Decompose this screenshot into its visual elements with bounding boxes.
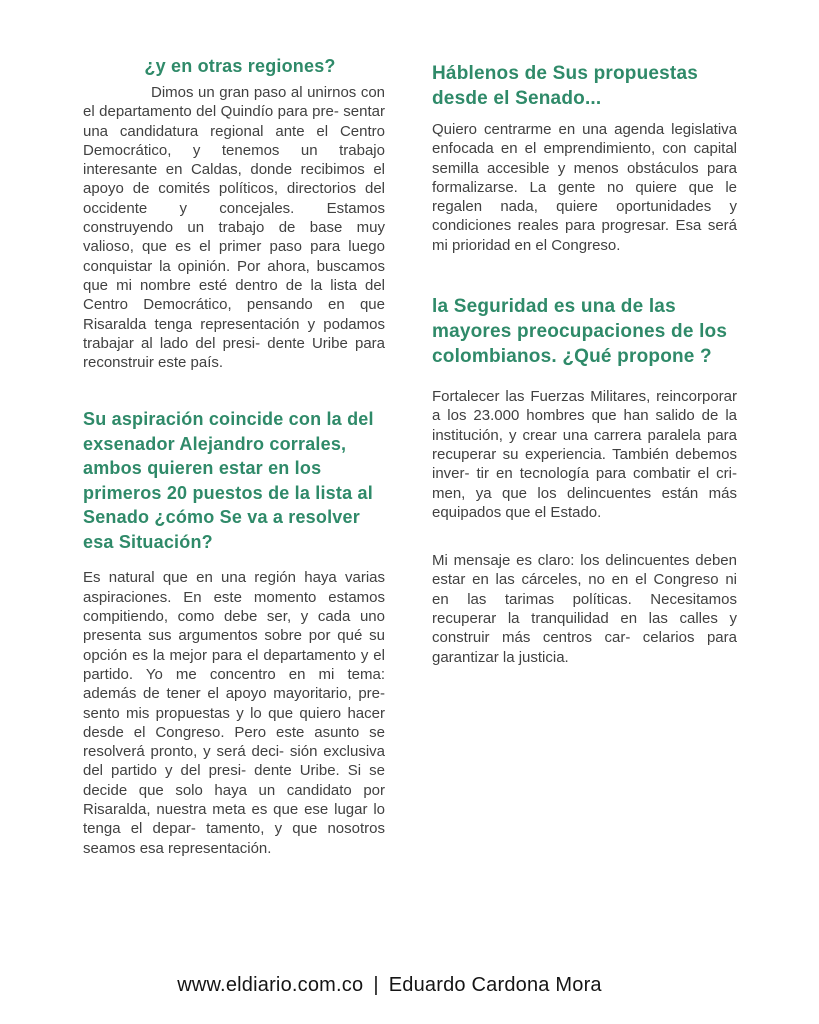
- question-heading-seguridad: la Seguridad es una de las mayores preocupaciones de los colombianos. ¿Qué propone ?: [432, 296, 728, 368]
- footer-site-url: www.eldiario.com.co: [177, 974, 364, 996]
- answer-seguridad-paragraph-1: Fortalecer las Fuerzas Militares, reincorporar a los 23.000 hombres que han salido de la institución, y crear una carrera paralela para recuperar su experiencia. También debemos inver- tir en tecnología para combatir el cri- men, ya que los delincuentes están más equipados que el Estado.: [432, 388, 737, 521]
- left-column: [83, 55, 385, 858]
- article-columns: [83, 55, 737, 858]
- question-heading-aspiracion: Su aspiración coincide con la del exsenador Alejandro corrales, ambos quieren estar en los primeros 20 puestos de la lista al Senado ¿cómo Se va a resolver esa Situación?: [83, 409, 374, 552]
- page-footer: [0, 974, 779, 997]
- question-heading-propuestas: Háblenos de Sus propuestas desde el Senado...: [432, 63, 698, 109]
- answer-aspiracion: Es natural que en una región haya varias aspiraciones. En este momento estamos compitiendo, como debe ser, y cada uno presenta sus argumentos sobre por qué su opción es la mejor para el departamento y el partido. Yo me concentro en mi tema: además de tener el apoyo mayoritario, pre- sento mis propuestas y lo que quiero hacer desde el Congreso. Pero este asunto se resolverá pronto, y será deci- sión exclusiva del partido y del presi- dente Uribe. Si se decide que solo haya un candidato por Risaralda, nuestra meta es que ese lugar lo tenga el depar- tamento, y que nosotros seamos esa representación.: [83, 569, 385, 857]
- footer-separator: |: [373, 974, 379, 996]
- footer-author-name: Eduardo Cardona Mora: [388, 974, 602, 996]
- right-column: [432, 55, 737, 858]
- answer-propuestas: Quiero centrarme en una agenda legislativa enfocada en el emprendimiento, con capital semilla accesible y menos obstáculos para formalizarse. La gente no quiere que le regalen nada, quiere oportunidades y condiciones reales para progresar. Esa será mi prioridad en el Congreso.: [432, 121, 737, 254]
- answer-seguridad-paragraph-2: Mi mensaje es claro: los delincuentes deben estar en las cárceles, no en el Congreso ni en las tarimas políticas. Necesitamos recuperar la tranquilidad en las calles y construir más centros car- celarios para garantizar la justicia.: [432, 552, 737, 666]
- answer-otras-regiones: Dimos un gran paso al unirnos con el departamento del Quindío para pre- sentar una candidatura regional ante el Centro Democrático, y tenemos un trabajo interesante en Caldas, donde recibimos el apoyo de comités políticos, directorios del occidente y concejales. Estamos construyendo un trabajo de base muy valioso, que es el primer paso para luego conquistar la opinión. Por ahora, buscamos que mi nombre esté dentro de la lista del Centro Democrático, pensando en que Risaralda tenga representación y podamos trabajar al lado del presi- dente Uribe para reconstruir este país.: [83, 84, 385, 372]
- question-heading-otras-regiones: ¿y en otras regiones?: [144, 56, 336, 76]
